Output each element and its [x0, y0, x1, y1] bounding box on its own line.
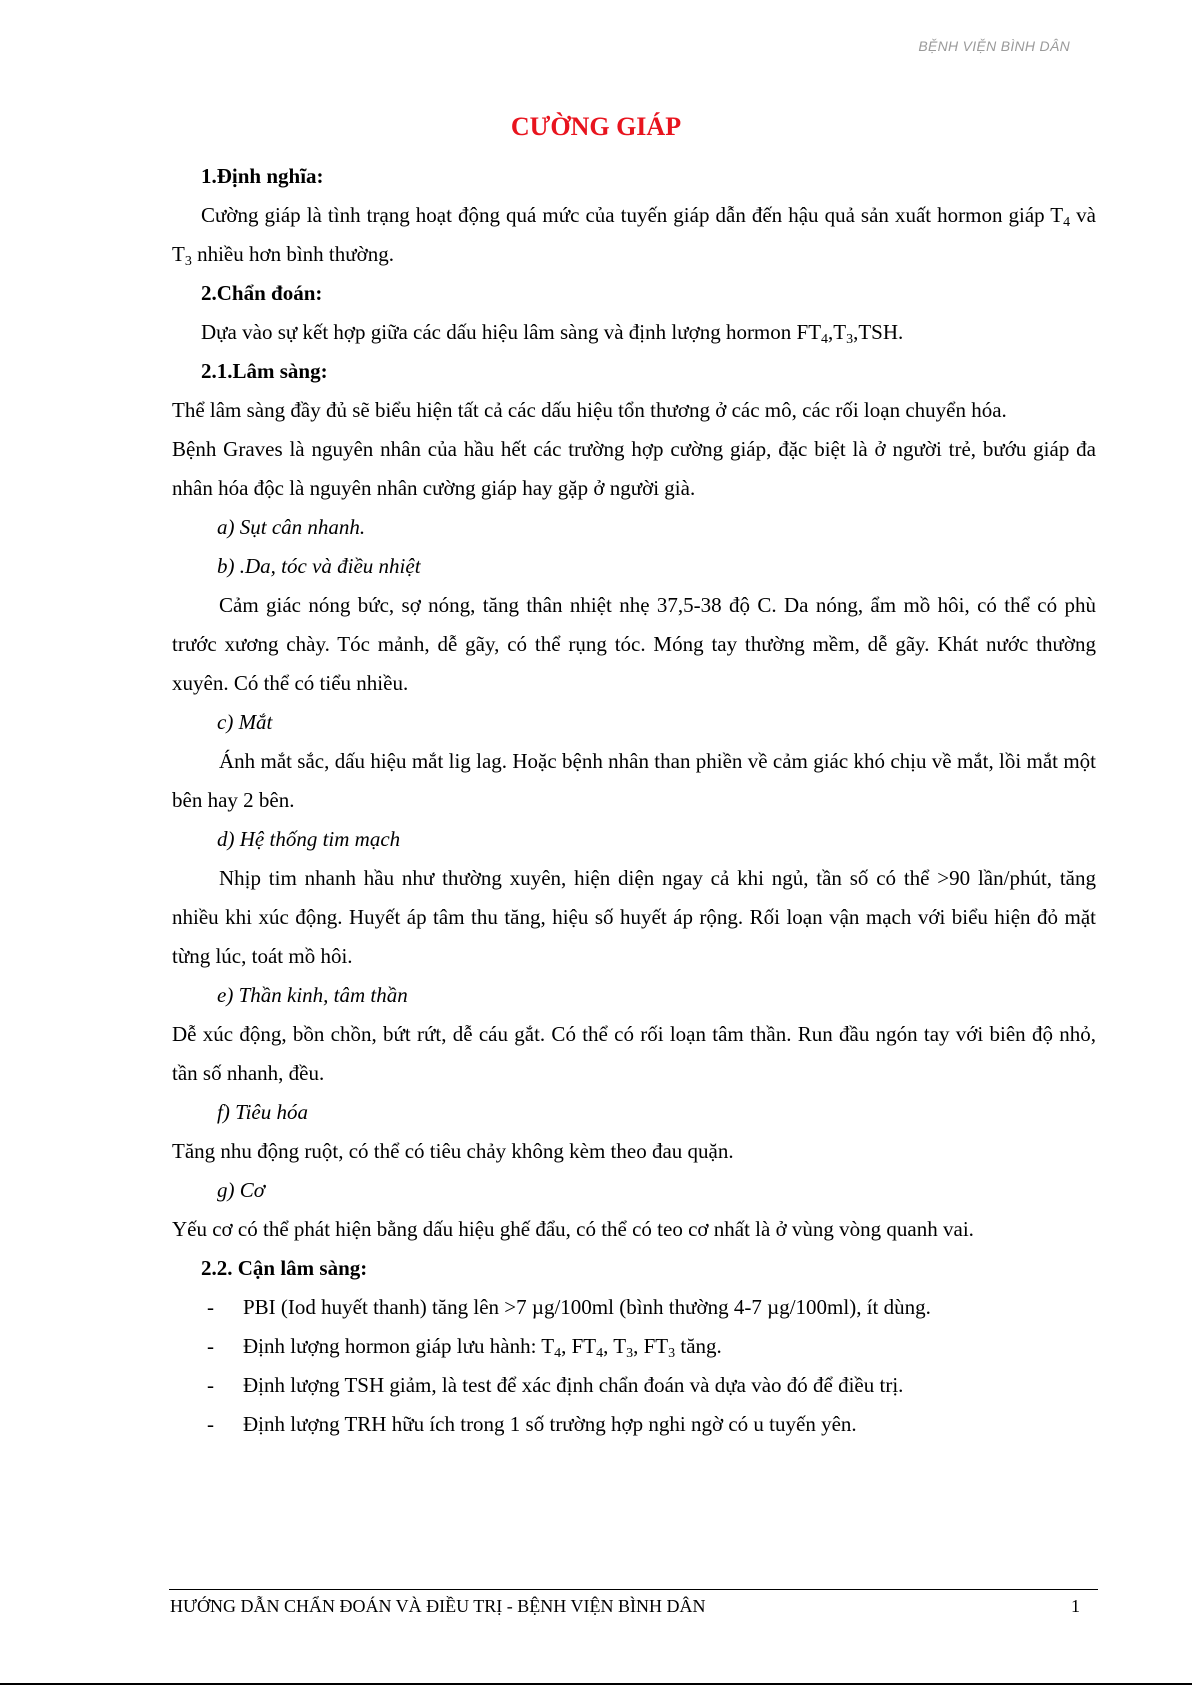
list-item-text: tăng.	[675, 1334, 722, 1358]
footer-divider	[169, 1589, 1098, 1590]
list-item-text: Định lượng hormon giáp lưu hành: T	[243, 1334, 555, 1358]
definition-paragraph	[172, 196, 1096, 274]
section-heading-diagnosis: 2.Chẩn đoán:	[201, 281, 323, 305]
page-number: 1	[1071, 1596, 1080, 1616]
clinical-paragraph-1: Thể lâm sàng đầy đủ sẽ biểu hiện tất cả các dấu hiệu tổn thương ở các mô, các rối loạn chuyển hóa.	[172, 398, 1007, 422]
diagnosis-text-part: Dựa vào sự kết hợp giữa các dấu hiệu lâm sàng và định lượng hormon FT	[201, 320, 822, 344]
subscript: 3	[626, 1346, 634, 1361]
list-dash: -	[207, 1334, 214, 1358]
subheading-weight-loss: a) Sụt cân nhanh.	[217, 515, 366, 539]
list-item-text: Định lượng TSH giảm, là test để xác định chẩn đoán và dựa vào đó để điều trị.	[243, 1373, 904, 1397]
definition-text-part: nhiều hơn bình thường.	[191, 242, 394, 266]
document-body	[172, 157, 1096, 1444]
page-title: CƯỜNG GIÁP	[510, 112, 682, 141]
subscript: 4	[821, 332, 829, 347]
definition-text-part: Cường giáp là tình trạng hoạt động quá mức của tuyến giáp dẫn đến hậu quả sản xuất hormon giáp T	[201, 203, 1064, 227]
cardiovascular-paragraph: Nhịp tim nhanh hầu như thường xuyên, hiện diện ngay cả khi ngủ, tần số có thể >90 lần/phút, tăng nhiều khi xúc động. Huyết áp tâm thu tăng, hiệu số huyết áp rộng. Rối loạn vận mạch với biểu hiện đỏ mặt từng lúc, toát mồ hôi.	[172, 866, 1096, 968]
diagnosis-text-part: ,TSH.	[853, 320, 904, 344]
list-dash: -	[207, 1373, 214, 1397]
list-item-text: , FT	[633, 1334, 669, 1358]
subscript: 4	[596, 1346, 604, 1361]
list-item	[172, 1405, 1096, 1444]
section-heading-definition: 1.Định nghĩa:	[201, 164, 324, 188]
subheading-skin-hair: b) .Da, tóc và điều nhiệt	[217, 554, 421, 578]
list-item	[172, 1327, 1096, 1366]
list-item	[172, 1366, 1096, 1405]
subheading-neuro: e) Thần kinh, tâm thần	[217, 983, 408, 1007]
list-item-text: , FT	[561, 1334, 597, 1358]
list-dash: -	[207, 1295, 214, 1319]
subheading-eyes: c) Mắt	[217, 710, 273, 734]
subscript: 3	[846, 332, 854, 347]
footer-title: HƯỚNG DẪN CHẨN ĐOÁN VÀ ĐIỀU TRỊ - BỆNH VIỆN BÌNH DÂN	[170, 1596, 706, 1616]
skin-hair-paragraph: Cảm giác nóng bức, sợ nóng, tăng thân nhiệt nhẹ 37,5-38 độ C. Da nóng, ẩm mồ hôi, có thể có phù trước xương chày. Tóc mảnh, dễ gãy, có thể rụng tóc. Móng tay thường mềm, dễ gãy. Khát nước thường xuyên. Có thể có tiểu nhiều.	[172, 593, 1096, 695]
definition-text-part: và T	[172, 203, 1096, 266]
subscript: 3	[184, 254, 192, 269]
subheading-muscle: g) Cơ	[217, 1178, 265, 1202]
running-header: BỆNH VIỆN BÌNH DÂN	[918, 38, 1070, 54]
list-item	[172, 1288, 1096, 1327]
subscript: 4	[1063, 215, 1071, 230]
list-item-text: Định lượng TRH hữu ích trong 1 số trường hợp nghi ngờ có u tuyến yên.	[243, 1412, 857, 1436]
section-heading-clinical: 2.1.Lâm sàng:	[201, 359, 328, 383]
clinical-paragraph-2: Bệnh Graves là nguyên nhân của hầu hết các trường hợp cường giáp, đặc biệt là ở người trẻ, bướu giáp đa nhân hóa độc là nguyên nhân cường giáp hay gặp ở người già.	[172, 437, 1096, 500]
subscript: 4	[554, 1346, 562, 1361]
diagnosis-text-part: ,T	[828, 320, 847, 344]
subheading-digestion: f) Tiêu hóa	[217, 1100, 309, 1124]
paraclinical-list	[172, 1288, 1096, 1444]
eyes-paragraph: Ánh mắt sắc, dấu hiệu mắt lig lag. Hoặc bệnh nhân than phiền về cảm giác khó chịu về mắt, lồi mắt một bên hay 2 bên.	[172, 749, 1096, 812]
subscript: 3	[668, 1346, 676, 1361]
subheading-cardiovascular: d) Hệ thống tim mạch	[217, 827, 401, 851]
list-item-text: , T	[603, 1334, 627, 1358]
neuro-paragraph: Dễ xúc động, bồn chồn, bứt rứt, dễ cáu gắt. Có thể có rối loạn tâm thần. Run đầu ngón tay với biên độ nhỏ, tần số nhanh, đều.	[172, 1022, 1096, 1085]
muscle-paragraph: Yếu cơ có thể phát hiện bằng dấu hiệu ghế đẩu, có thể có teo cơ nhất là ở vùng vòng quanh vai.	[172, 1217, 974, 1241]
diagnosis-paragraph	[172, 313, 1096, 352]
list-dash: -	[207, 1412, 214, 1436]
list-item-text: PBI (Iod huyết thanh) tăng lên >7 µg/100ml (bình thường 4-7 µg/100ml), ít dùng.	[243, 1295, 931, 1319]
digestion-paragraph: Tăng nhu động ruột, có thể có tiêu chảy không kèm theo đau quặn.	[172, 1139, 734, 1163]
section-heading-paraclinical: 2.2. Cận lâm sàng:	[201, 1256, 368, 1280]
